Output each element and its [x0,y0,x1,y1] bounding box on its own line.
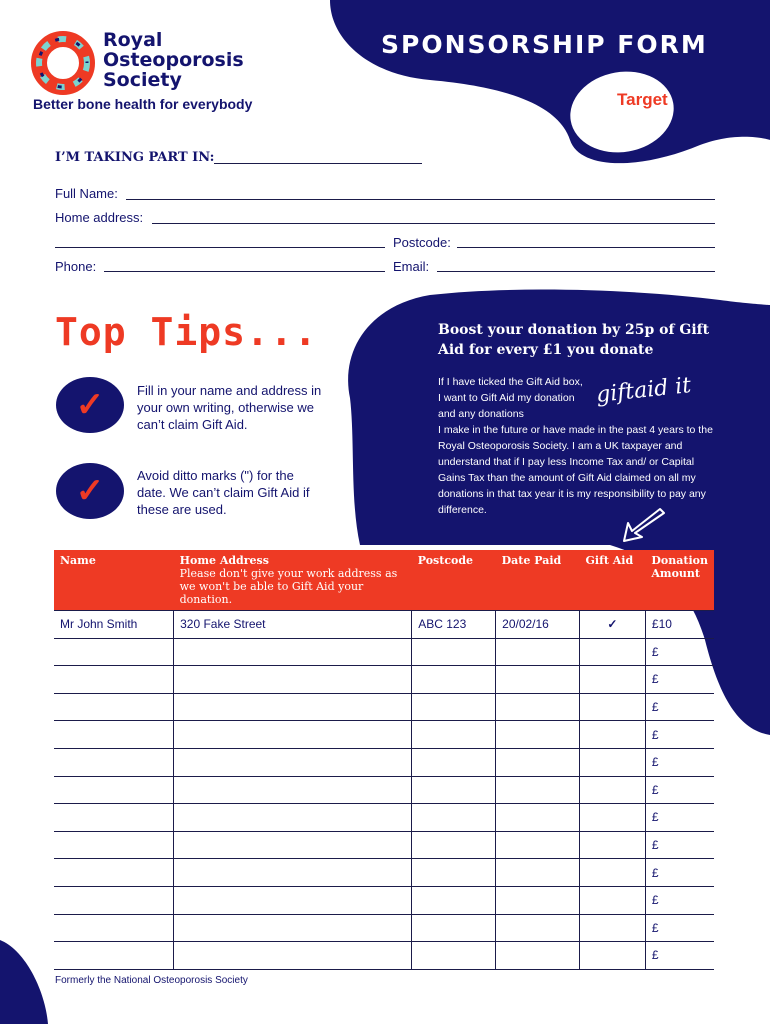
page-title: SPONSORSHIP FORM [381,30,708,59]
cell-date-paid[interactable] [496,638,580,666]
gift-aid-declaration-part1: If I have ticked the Gift Aid box, I want to Gift Aid my donation and any donations [438,376,583,420]
cell-donation[interactable]: £ [645,721,714,749]
header-address: Home Address Please don't give your work address as we won't be able to Gift Aid your donation. [174,550,412,611]
table-header-row [54,550,714,611]
cell-donation[interactable]: £ [645,859,714,887]
cell-gift-aid[interactable] [580,914,646,942]
home-address-field-line2[interactable] [55,247,385,248]
org-name: Royal Osteoporosis Society [103,29,244,91]
phone-field[interactable] [104,271,385,272]
example-address: 320 Fake Street [174,611,412,639]
cell-name[interactable] [54,859,174,887]
footer-text: Formerly the National Osteoporosis Society [55,975,248,986]
cell-donation[interactable]: £ [645,693,714,721]
cell-date-paid[interactable] [496,859,580,887]
table-row [54,831,714,859]
example-name: Mr John Smith [54,611,174,639]
cell-postcode[interactable] [412,859,496,887]
cell-address[interactable] [174,942,412,970]
postcode-field[interactable] [457,247,715,248]
cell-gift-aid[interactable] [580,859,646,887]
cell-gift-aid[interactable] [580,693,646,721]
full-name-field[interactable] [126,199,715,200]
cell-donation[interactable]: £ [645,776,714,804]
cell-gift-aid[interactable] [580,831,646,859]
taking-part-label: I’M TAKING PART IN: [55,150,215,165]
tips-title: Top Tips... [55,310,318,354]
cell-donation[interactable]: £ [645,804,714,832]
cell-name[interactable] [54,638,174,666]
table-row-example [54,611,714,639]
header-donation: Donation Amount [645,550,714,611]
header-name: Name [54,550,174,611]
cell-name[interactable] [54,942,174,970]
cell-donation[interactable]: £ [645,748,714,776]
cell-postcode[interactable] [412,638,496,666]
cell-gift-aid[interactable] [580,886,646,914]
org-tagline: Better bone health for everybody [33,96,253,112]
sponsorship-table [54,550,714,970]
cell-address[interactable] [174,914,412,942]
cell-name[interactable] [54,693,174,721]
ros-logo-icon [30,30,96,96]
full-name-label: Full Name: [55,186,118,201]
postcode-label: Postcode: [393,235,451,250]
cell-name[interactable] [54,886,174,914]
email-label: Email: [393,259,430,274]
cell-gift-aid[interactable] [580,721,646,749]
gift-aid-headline: Boost your donation by 25p of Gift Aid for every £1 you donate [438,322,710,358]
cell-postcode[interactable] [412,804,496,832]
cell-name[interactable] [54,804,174,832]
cell-address[interactable] [174,859,412,887]
cell-postcode[interactable] [412,693,496,721]
example-postcode: ABC 123 [412,611,496,639]
cell-address[interactable] [174,776,412,804]
cell-gift-aid[interactable] [580,776,646,804]
cell-postcode[interactable] [412,914,496,942]
header-postcode: Postcode [412,550,496,611]
example-gift-aid-tick: ✓ [580,611,646,639]
cell-address[interactable] [174,886,412,914]
cell-gift-aid[interactable] [580,804,646,832]
cell-date-paid[interactable] [496,748,580,776]
home-address-label: Home address: [55,210,144,225]
cell-name[interactable] [54,721,174,749]
cell-name[interactable] [54,914,174,942]
cell-address[interactable] [174,638,412,666]
cell-donation[interactable]: £ [645,942,714,970]
arrow-down-left-icon [620,505,670,545]
cell-postcode[interactable] [412,721,496,749]
cell-postcode[interactable] [412,748,496,776]
taking-part-field[interactable] [214,163,422,164]
cell-donation[interactable]: £ [645,914,714,942]
phone-label: Phone: [55,259,97,274]
cell-address[interactable] [174,831,412,859]
gift-aid-declaration-part2: I make in the future or have made in the past 4 years to the Royal Osteoporosis Society. I am a UK taxpayer and understand that if I pay less Income Tax and/ or Capital Gains Tax than the amount of Gift Aid claimed on all my donations in that tax year it is my responsibility to pay any difference. [438,424,713,516]
cell-date-paid[interactable] [496,886,580,914]
cell-name[interactable] [54,666,174,694]
tip2-text: Avoid ditto marks (") for the date. We can’t claim Gift Aid if these are used. [137,468,310,517]
cell-name[interactable] [54,831,174,859]
table-row [54,693,714,721]
cell-date-paid[interactable] [496,721,580,749]
tip1-check-icon: ✓ [56,377,124,433]
cell-donation[interactable]: £ [645,831,714,859]
cell-date-paid[interactable] [496,666,580,694]
table-row [54,942,714,970]
cell-donation[interactable]: £ [645,666,714,694]
header-address-note: Please don't give your work address as we won't be able to Gift Aid your donation. [179,567,398,606]
cell-gift-aid[interactable] [580,638,646,666]
example-date-paid: 20/02/16 [496,611,580,639]
cell-name[interactable] [54,776,174,804]
table-row [54,804,714,832]
cell-address[interactable] [174,693,412,721]
tip1-text: Fill in your name and address in your own writing, otherwise we can’t claim Gift Aid. [137,383,322,432]
table-row [54,638,714,666]
cell-address[interactable] [174,666,412,694]
cell-address[interactable] [174,721,412,749]
target-label: Target [617,90,668,109]
cell-gift-aid[interactable] [580,666,646,694]
cell-address[interactable] [174,804,412,832]
header-date-paid: Date Paid [496,550,580,611]
table-row [54,886,714,914]
cell-postcode[interactable] [412,831,496,859]
cell-date-paid[interactable] [496,804,580,832]
tip2-check-icon: ✓ [56,463,124,519]
cell-date-paid[interactable] [496,693,580,721]
table-row [54,666,714,694]
table-row [54,748,714,776]
cell-postcode[interactable] [412,886,496,914]
cell-gift-aid[interactable] [580,748,646,776]
header-gift-aid: Gift Aid [580,550,646,611]
home-address-field[interactable] [152,223,715,224]
table-row [54,721,714,749]
gift-aid-logo: giftaid it [594,373,693,408]
table-row [54,776,714,804]
cell-date-paid[interactable] [496,831,580,859]
cell-name[interactable] [54,748,174,776]
cell-postcode[interactable] [412,776,496,804]
email-field[interactable] [437,271,715,272]
table-row [54,914,714,942]
cell-date-paid[interactable] [496,942,580,970]
cell-address[interactable] [174,748,412,776]
cell-donation[interactable]: £ [645,886,714,914]
cell-date-paid[interactable] [496,776,580,804]
cell-gift-aid[interactable] [580,942,646,970]
example-donation: £10 [645,611,714,639]
cell-donation[interactable]: £ [645,638,714,666]
cell-postcode[interactable] [412,666,496,694]
cell-date-paid[interactable] [496,914,580,942]
table-row [54,859,714,887]
cell-postcode[interactable] [412,942,496,970]
